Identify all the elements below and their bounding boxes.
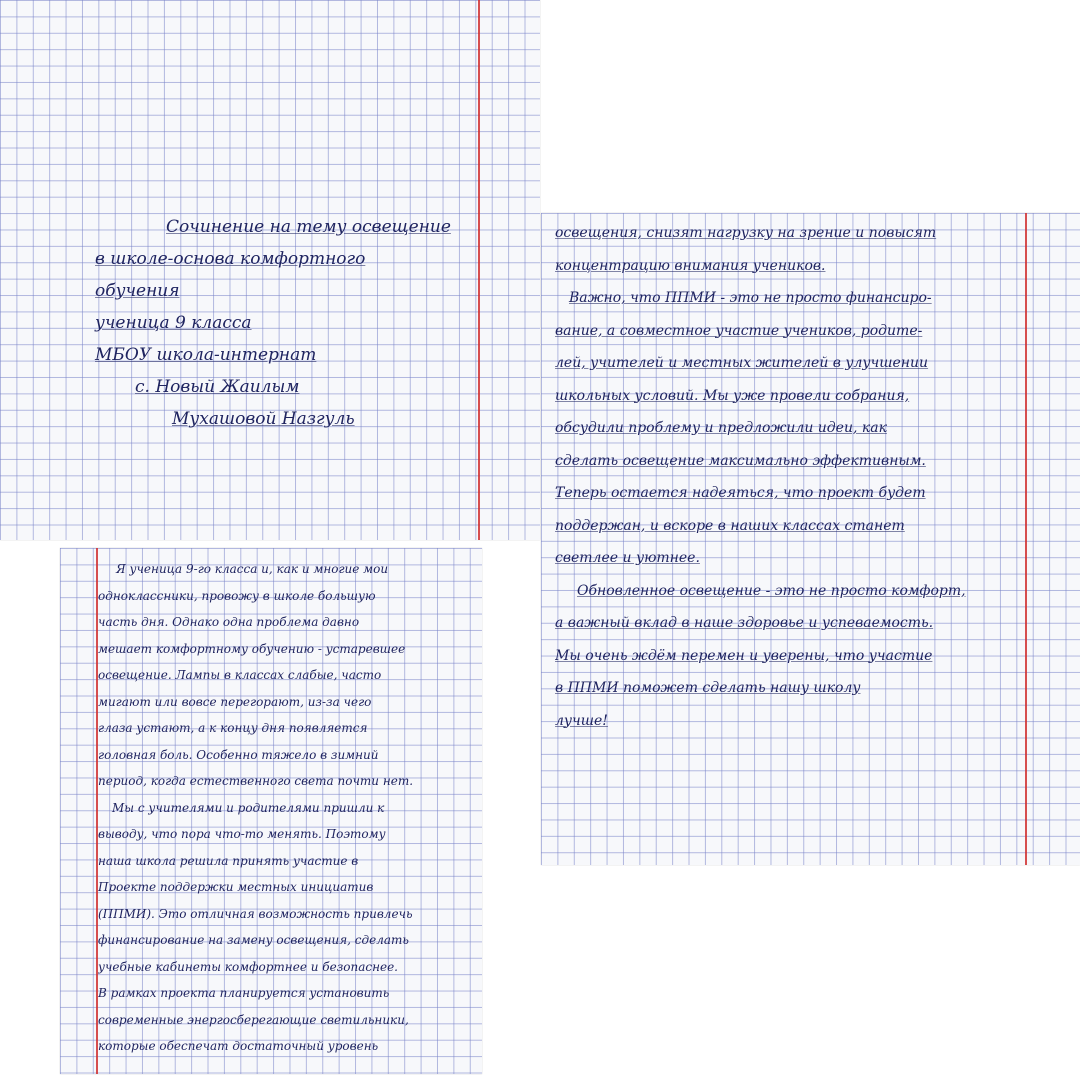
essay-line: концентрацию внимания учеников.: [555, 257, 826, 274]
author-name: Мухашовой Назгуль: [172, 409, 355, 429]
essay-line: глаза устают, а к концу дня появляется: [98, 721, 368, 735]
essay-line: вание, а совместное участие учеников, родите-: [555, 322, 923, 339]
essay-line: поддержан, и вскоре в наших классах станет: [555, 517, 905, 534]
margin-line: [478, 0, 480, 540]
sheet-essay-part-1: [60, 548, 482, 1074]
essay-line: мешает комфортному обучению - устаревшее: [98, 641, 406, 656]
essay-line: обсудили проблему и предложили идеи, как: [555, 420, 887, 436]
essay-line: мигают или вовсе перегорают, из-за чего: [98, 694, 372, 709]
essay-line: в ППМИ поможет сделать нашу школу: [555, 680, 861, 696]
essay-line: В рамках проекта планируется установить: [98, 986, 390, 1000]
essay-part-1-text: [98, 556, 478, 1060]
essay-line: (ППМИ). Это отличная возможность привлечь: [98, 906, 413, 921]
essay-part-2-text: [555, 217, 1023, 737]
essay-line: финансирование на замену освещения, сделать: [98, 933, 409, 947]
essay-line: наша школа решила принять участие в: [98, 853, 359, 868]
essay-line: Обновленное освещение - это не просто комфорт,: [577, 582, 966, 599]
essay-line: а важный вклад в наше здоровье и успеваемость.: [555, 615, 934, 631]
sheet-title-page: [0, 0, 540, 540]
essay-line: светлее и уютнее.: [555, 550, 700, 566]
essay-line: учебные кабинеты комфортнее и безопаснее.: [98, 959, 398, 974]
village-name: с. Новый Жаилым: [135, 377, 300, 397]
author-grade: ученица 9 класса: [95, 313, 252, 333]
essay-title-line-2: в школе-основа комфортного: [95, 249, 366, 269]
essay-title-line-1: Сочинение на тему освещение: [166, 217, 451, 237]
essay-title-line-3: обучения: [95, 281, 180, 301]
essay-line: школьных условий. Мы уже провели собрания,: [555, 387, 910, 404]
essay-line: Проекте поддержки местных инициатив: [98, 880, 374, 894]
title-block: [0, 211, 470, 435]
essay-line: период, когда естественного света почти нет.: [98, 774, 414, 788]
essay-line: часть дня. Однако одна проблема давно: [98, 615, 360, 629]
essay-line: которые обеспечат достаточный уровень: [98, 1039, 379, 1053]
essay-line: лучше!: [555, 712, 608, 729]
essay-line: выводу, что пора что-то менять. Поэтому: [98, 827, 386, 841]
essay-line: головная боль. Особенно тяжело в зимний: [98, 747, 379, 762]
essay-line: современные энергосберегающие светильники,: [98, 1012, 409, 1027]
essay-line: Мы очень ждём перемен и уверены, что участие: [555, 647, 933, 664]
essay-line: одноклассники, провожу в школе большую: [98, 588, 376, 603]
essay-line: Важно, что ППМИ - это не просто финансиро-: [569, 290, 932, 306]
school-name: МБОУ школа-интернат: [95, 345, 317, 365]
essay-line: Мы с учителями и родителями пришли к: [112, 800, 385, 815]
essay-line: лей, учителей и местных жителей в улучшении: [555, 355, 929, 371]
margin-line: [1025, 213, 1027, 865]
essay-line: Я ученица 9-го класса и, как и многие мои: [116, 562, 389, 576]
essay-line: сделать освещение максимально эффективным.: [555, 452, 926, 469]
sheet-essay-part-2: [541, 213, 1080, 865]
essay-line: освещение. Лампы в классах слабые, часто: [98, 668, 382, 682]
essay-line: Теперь остается надеяться, что проект будет: [555, 485, 926, 501]
essay-line: освещения, снизят нагрузку на зрение и повысят: [555, 225, 937, 241]
